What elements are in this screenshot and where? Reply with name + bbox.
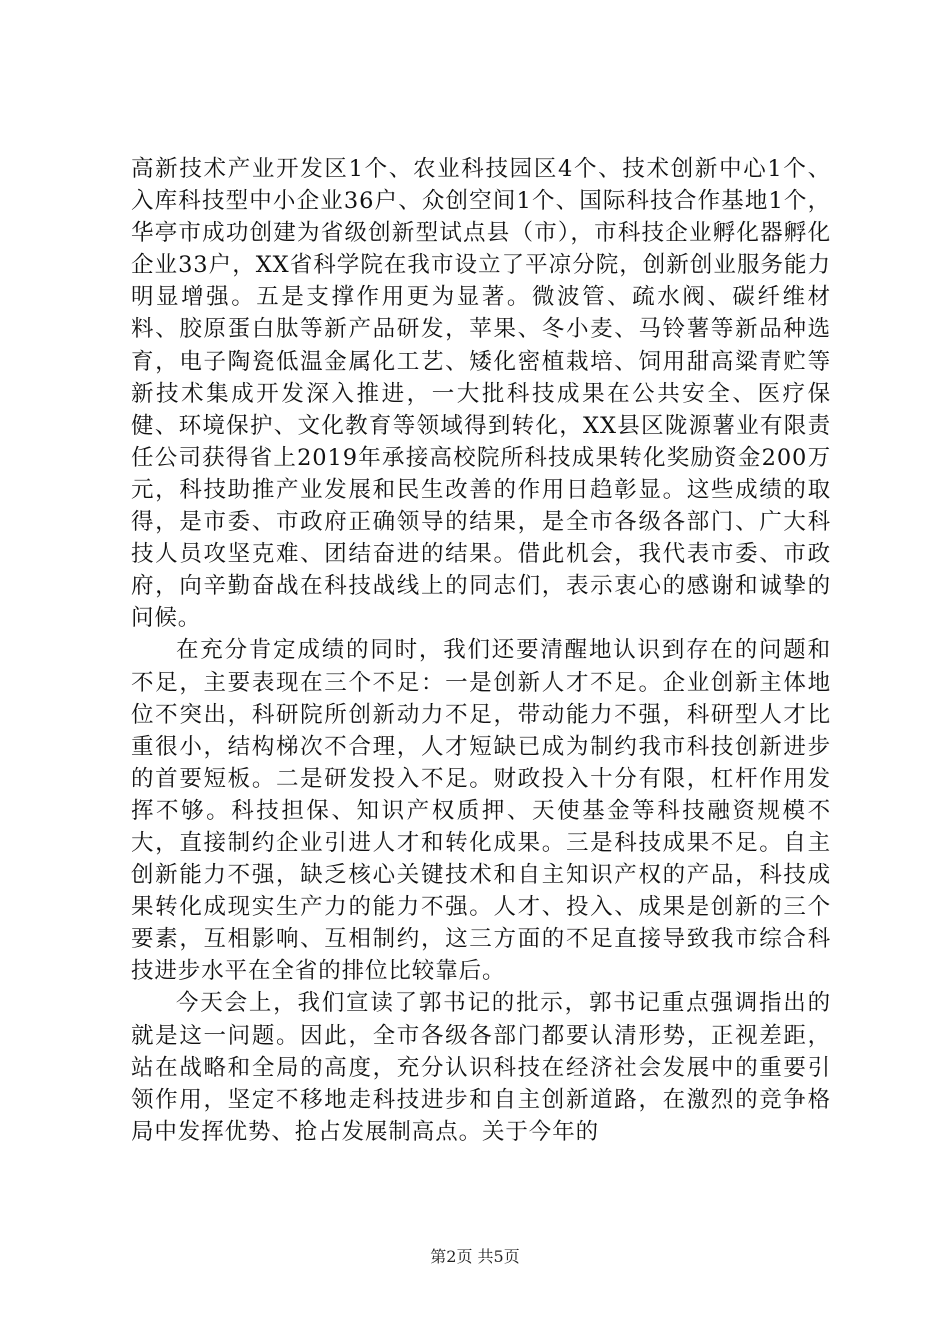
document-body — [131, 153, 831, 1148]
page-number-footer: 第2页 共5页 — [430, 1247, 520, 1266]
paragraph-problems: 在充分肯定成绩的同时，我们还要清醒地认识到存在的问题和不足，主要表现在三个不足：一是创新人才不足。企业创新主体地位不突出，科研院所创新动力不足，带动能力不强，科研型人才比重很小，结构梯次不合理，人才短缺已成为制约我市科技创新进步的首要短板。二是研发投入不足。财政投入十分有限，杠杆作用发挥不够。科技担保、知识产权质押、天使基金等科技融资规模不大，直接制约企业引进人才和转化成果。三是科技成果不足。自主创新能力不强，缺乏核心关键技术和自主知识产权的产品，科技成果转化成现实生产力的能力不强。人才、投入、成果是创新的三个要素，互相影响、互相制约，这三方面的不足直接导致我市综合科技进步水平在全省的排位比较靠后。 — [131, 637, 831, 985]
paragraph-achievements: 高新技术产业开发区1个、农业科技园区4个、技术创新中心1个、入库科技型中小企业36户、众创空间1个、国际科技合作基地1个，华亭市成功创建为省级创新型试点县（市），市科技企业孵化器孵化企业33户，XX省科学院在我市设立了平凉分院，创新创业服务能力明显增强。五是支撑作用更为显著。微波管、疏水阀、碳纤维材料、胶原蛋白肽等新产品研发，苹果、冬小麦、马铃薯等新品种选育，电子陶瓷低温金属化工艺、矮化密植栽培、饲用甜高粱青贮等新技术集成开发深入推进，一大批科技成果在公共安全、医疗保健、环境保护、文化教育等领域得到转化，XX县区陇源薯业有限责任公司获得省上2019年承接高校院所科技成果转化奖励资金200万元，科技助推产业发展和民生改善的作用日趋彰显。这些成绩的取得，是市委、市政府正确领导的结果，是全市各级各部门、广大科技人员攻坚克难、团结奋进的结果。借此机会，我代表市委、市政府，向辛勤奋战在科技战线上的同志们，表示衷心的感谢和诚挚的问候。 — [131, 156, 831, 632]
paragraph-instructions: 今天会上，我们宣读了郭书记的批示，郭书记重点强调指出的就是这一问题。因此，全市各级各部门都要认清形势，正视差距，站在战略和全局的高度，充分认识科技在经济社会发展中的重要引领作用，坚定不移地走科技进步和自主创新道路，在激烈的竞争格局中发挥优势、抢占发展制高点。关于今年的 — [131, 990, 831, 1145]
